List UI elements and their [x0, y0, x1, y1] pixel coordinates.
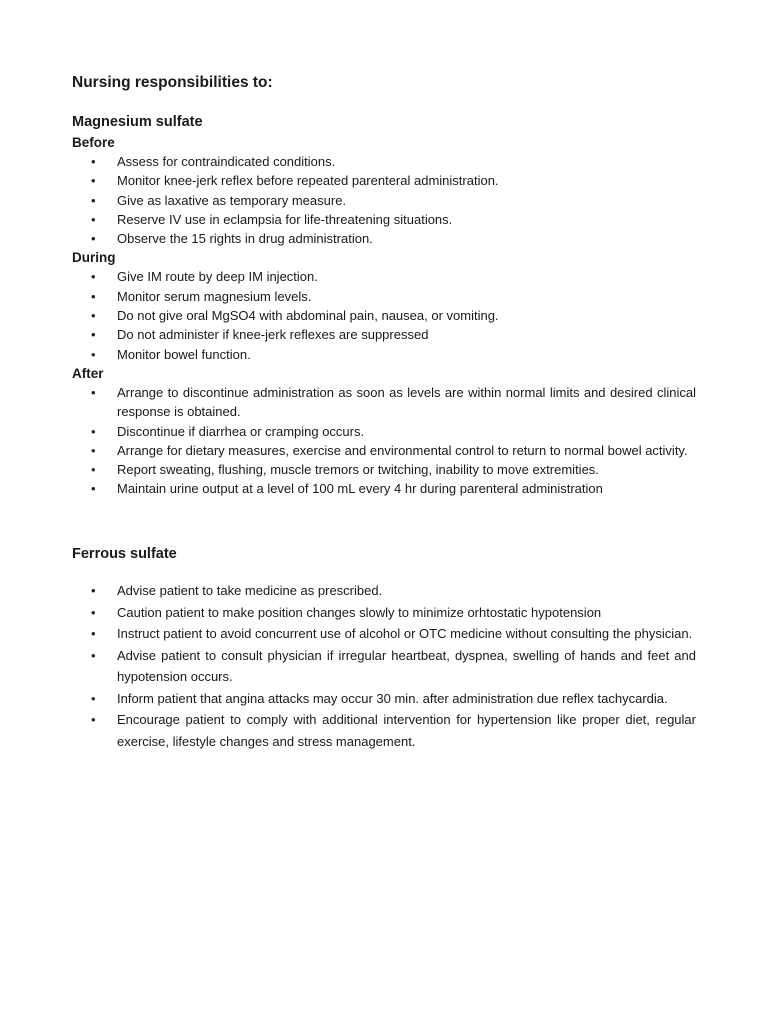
list-item: • Instruct patient to avoid concurrent use of alcohol or OTC medicine without consulting the physician. — [72, 623, 696, 645]
bullet-icon: • — [91, 346, 96, 362]
bullet-icon: • — [91, 308, 96, 324]
bullet-icon: • — [91, 647, 96, 663]
list-item: • Do not give oral MgSO4 with abdominal pain, nausea, or vomiting. — [72, 306, 696, 325]
bullet-icon: • — [91, 231, 96, 247]
document-title: Nursing responsibilities to: — [72, 74, 273, 91]
bullet-icon: • — [91, 173, 96, 189]
list-item: • Maintain urine output at a level of 100 mL every 4 hr during parenteral administration — [72, 479, 696, 498]
list-item: • Advise patient to take medicine as prescribed. — [72, 580, 696, 602]
bullet-icon: • — [91, 604, 96, 620]
after-heading: After — [72, 365, 104, 381]
list-item: • Discontinue if diarrhea or cramping occurs. — [72, 422, 696, 441]
during-list — [72, 267, 696, 363]
list-item: • Give as laxative as temporary measure. — [72, 191, 696, 210]
list-item: • Report sweating, flushing, muscle tremors or twitching, inability to move extremities. — [72, 460, 696, 479]
bullet-icon: • — [91, 626, 96, 641]
bullet-icon: • — [91, 583, 96, 598]
list-item: • Encourage patient to comply with additional intervention for hypertension like proper diet, regular exercise, lifestyle changes and stress management. — [72, 709, 696, 752]
after-list — [72, 383, 696, 499]
bullet-icon: • — [91, 288, 96, 304]
list-item: • Monitor bowel function. — [72, 345, 696, 364]
ferrous-sulfate-section — [72, 545, 696, 752]
bullet-icon: • — [91, 712, 96, 727]
list-item: • Monitor serum magnesium levels. — [72, 287, 696, 306]
bullet-icon: • — [91, 384, 96, 400]
bullet-icon: • — [91, 269, 96, 285]
list-item: • Caution patient to make position changes slowly to minimize orhtostatic hypotension — [72, 602, 696, 624]
list-item: • Inform patient that angina attacks may occur 30 min. after administration due reflex tachycardia. — [72, 688, 696, 710]
ferrous-sulfate-title: Ferrous sulfate — [72, 546, 177, 562]
list-item: • Do not administer if knee-jerk reflexes are suppressed — [72, 325, 696, 344]
list-item: • Arrange to discontinue administration as soon as levels are within normal limits and desired clinical response is obtained. — [91, 384, 696, 420]
bullet-icon: • — [91, 423, 96, 439]
magnesium-sulfate-section — [72, 113, 696, 499]
magnesium-sulfate-title: Magnesium sulfate — [72, 114, 203, 130]
list-item: • Give IM route by deep IM injection. — [72, 267, 696, 286]
bullet-icon: • — [91, 211, 96, 227]
list-item: • Advise patient to consult physician if irregular heartbeat, dyspnea, swelling of hands and feet and hypotension occurs. — [72, 645, 696, 688]
ferrous-sulfate-list — [72, 580, 696, 752]
bullet-icon: • — [91, 327, 96, 343]
list-item: • Observe the 15 rights in drug administration. — [72, 229, 696, 248]
before-heading: Before — [72, 135, 115, 150]
before-list — [72, 152, 696, 248]
bullet-icon: • — [91, 442, 96, 458]
list-item: • Assess for contraindicated conditions. — [72, 152, 696, 171]
during-heading: During — [72, 250, 116, 266]
list-item: • Reserve IV use in eclampsia for life-threatening situations. — [72, 210, 696, 229]
bullet-icon: • — [91, 481, 96, 497]
bullet-icon: • — [91, 690, 96, 706]
list-item: • Arrange for dietary measures, exercise and environmental control to return to normal bowel activity. — [72, 441, 696, 460]
bullet-icon: • — [91, 154, 96, 169]
bullet-icon: • — [91, 192, 96, 208]
list-item: • Monitor knee-jerk reflex before repeated parenteral administration. — [72, 171, 696, 190]
bullet-icon: • — [91, 462, 96, 478]
